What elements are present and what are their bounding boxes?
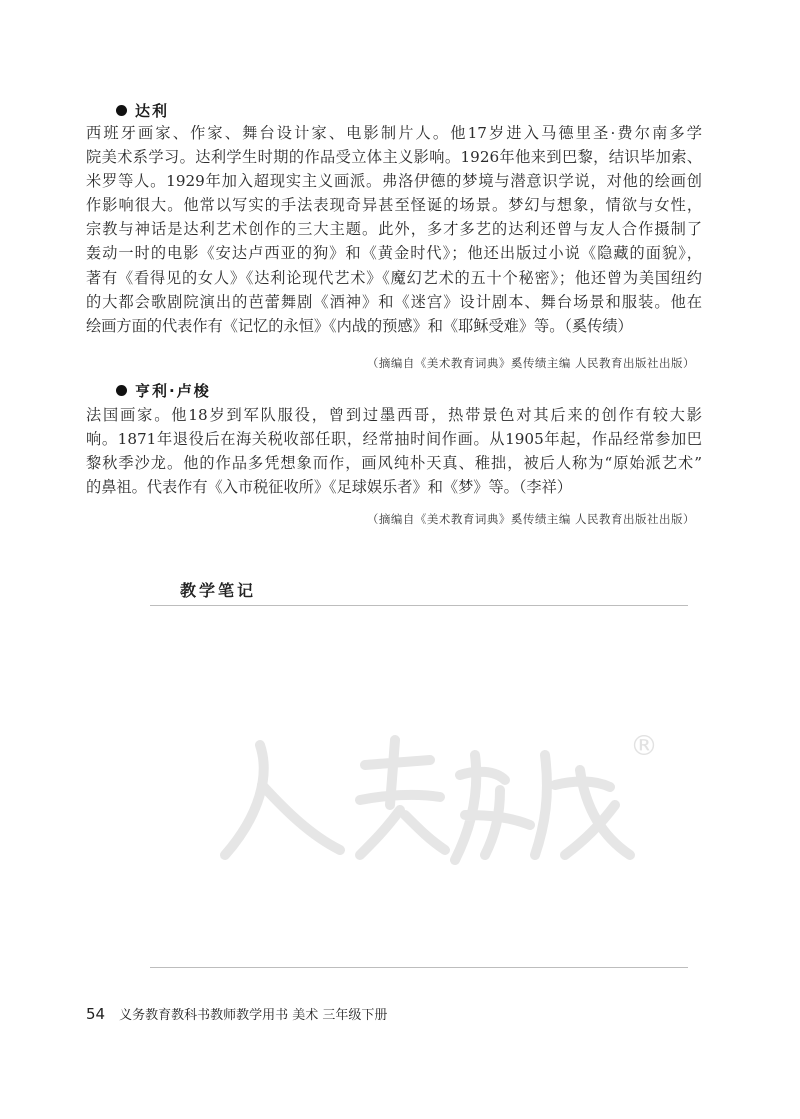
- text-line: 西班牙画家、作家、舞台设计家、电影制片人。他17岁进入马德里圣·费尔南多学: [86, 124, 702, 142]
- source-citation: （摘编自《美术教育词典》奚传绩主编 人民教育出版社出版）: [366, 356, 695, 370]
- text-line: 响。1871年退役后在海关税收部任职，经常抽时间作画。从1905年起，作品经常参加巴: [86, 430, 702, 449]
- watermark-logo: [200, 715, 670, 875]
- text-line: 法国画家。他18岁到军队服役，曾到过墨西哥，热带景色对其后来的创作有较大影: [86, 406, 702, 424]
- section-heading-dali: [116, 100, 169, 121]
- text-line: 的鼻祖。代表作有《入市税征收所》《足球娱乐者》和《梦》等。（李祥）: [86, 478, 572, 497]
- source-citation: （摘编自《美术教育词典》奚传绩主编 人民教育出版社出版）: [366, 512, 695, 526]
- notes-bottom-rule: [150, 967, 688, 968]
- rousseau-paragraph: [86, 403, 702, 499]
- page-number: 54: [86, 1005, 106, 1023]
- notes-title: 教学笔记: [180, 581, 257, 600]
- text-line: 黎秋季沙龙。他的作品多凭想象而作，画风纯朴天真、稚拙，被后人称为“原始派艺术”: [86, 454, 702, 473]
- section-title: 达利: [135, 102, 170, 120]
- section-heading-rousseau: [116, 380, 211, 401]
- bullet-icon: [116, 105, 127, 116]
- page-footer: [86, 1004, 387, 1023]
- text-line: 宗教与神话是达利艺术创作的三大主题。此外，多才多艺的达利还曾与友人合作摄制了: [86, 220, 702, 239]
- text-line: 绘画方面的代表作有《记忆的永恒》《内战的预感》和《耶稣受难》等。（奚传绩）: [86, 316, 633, 335]
- bullet-icon: [116, 385, 127, 396]
- text-line: 的大都会歌剧院演出的芭蕾舞剧《酒神》和《迷宫》设计剧本、舞台场景和服装。他在: [86, 292, 702, 311]
- text-line: 轰动一时的电影《安达卢西亚的狗》和《黄金时代》；他还出版过小说《隐藏的面貌》，: [86, 244, 702, 263]
- text-line: 著有《看得见的女人》《达利论现代艺术》《魔幻艺术的五十个秘密》；他还曾为美国纽约: [86, 268, 702, 287]
- dali-paragraph: [86, 121, 702, 338]
- text-line: 作影响很大。他常以写实的手法表现奇异甚至怪诞的场景。梦幻与想象，情欲与女性，: [86, 196, 702, 215]
- section-title: 亨利·卢梭: [135, 382, 211, 400]
- book-title: 义务教育教科书教师教学用书 美术 三年级下册: [119, 1008, 388, 1023]
- watermark-registered-mark: ®: [630, 729, 658, 762]
- text-line: 米罗等人。1929年加入超现实主义画派。弗洛伊德的梦境与潜意识学说，对他的绘画创: [86, 172, 702, 191]
- notes-top-rule: [150, 605, 688, 606]
- text-line: 院美术系学习。达利学生时期的作品受立体主义影响。1926年他来到巴黎，结识毕加索、: [86, 148, 702, 167]
